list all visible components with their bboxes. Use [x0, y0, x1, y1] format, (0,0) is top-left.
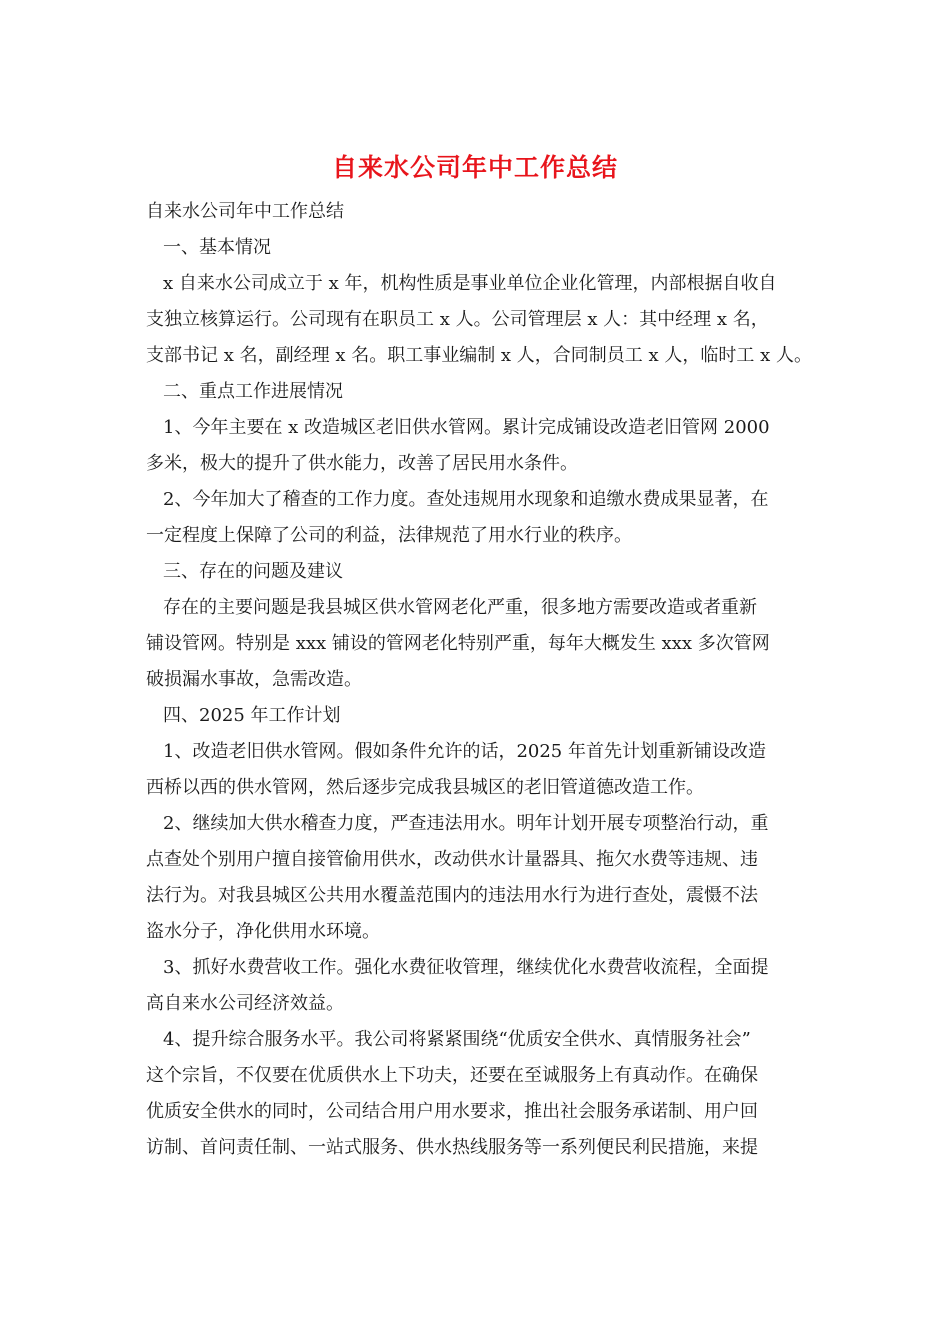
document-body [146, 194, 814, 1166]
text-line: 三、存在的问题及建议 [163, 561, 343, 582]
text-line: 法行为。对我县城区公共用水覆盖范围内的违法用水行为进行查处，震慑不法 [146, 885, 758, 906]
text-line: 自来水公司年中工作总结 [146, 201, 344, 222]
text-line: 铺设管网。特别是 xxx 铺设的管网老化特别严重，每年大概发生 xxx 多次管网 [146, 633, 770, 654]
text-line: 4、提升综合服务水平。我公司将紧紧围绕“优质安全供水、真情服务社会” [163, 1029, 751, 1050]
text-line: 西桥以西的供水管网，然后逐步完成我县城区的老旧管道德改造工作。 [146, 777, 704, 798]
text-line: 3、抓好水费营收工作。强化水费征收管理，继续优化水费营收流程，全面提 [163, 957, 769, 978]
text-line: 支部书记 x 名，副经理 x 名。职工事业编制 x 人，合同制员工 x 人，临时工 x 人。 [146, 345, 812, 366]
text-line: 四、2025 年工作计划 [163, 705, 341, 726]
text-line: 高自来水公司经济效益。 [146, 993, 344, 1014]
text-line: 2、继续加大供水稽查力度，严查违法用水。明年计划开展专项整治行动，重 [163, 813, 769, 834]
text-line: 盗水分子，净化供用水环境。 [146, 921, 380, 942]
text-line: 存在的主要问题是我县城区供水管网老化严重，很多地方需要改造或者重新 [163, 597, 757, 618]
text-line: 二、重点工作进展情况 [163, 381, 343, 402]
text-line: 1、今年主要在 x 改造城区老旧供水管网。累计完成铺设改造老旧管网 2000 [163, 417, 770, 438]
text-line: 这个宗旨，不仅要在优质供水上下功夫，还要在至诚服务上有真动作。在确保 [146, 1065, 758, 1086]
text-line: 2、今年加大了稽查的工作力度。查处违规用水现象和追缴水费成果显著，在 [163, 489, 769, 510]
text-line: 点查处个别用户擅自接管偷用供水，改动供水计量器具、拖欠水费等违规、违 [146, 849, 758, 870]
text-line: 一定程度上保障了公司的利益，法律规范了用水行业的秩序。 [146, 525, 632, 546]
text-line: 支独立核算运行。公司现有在职员工 x 人。公司管理层 x 人：其中经理 x 名， [146, 309, 769, 330]
text-line: x 自来水公司成立于 x 年，机构性质是事业单位企业化管理，内部根据自收自 [163, 273, 777, 294]
text-line: 多米，极大的提升了供水能力，改善了居民用水条件。 [146, 453, 578, 474]
text-line: 优质安全供水的同时，公司结合用户用水要求，推出社会服务承诺制、用户回 [146, 1101, 758, 1122]
text-line: 破损漏水事故，急需改造。 [146, 669, 362, 690]
text-line: 访制、首问责任制、一站式服务、供水热线服务等一系列便民利民措施，来提 [146, 1137, 758, 1158]
text-line: 一、基本情况 [163, 237, 271, 258]
document-title: 自来水公司年中工作总结 [331, 153, 618, 182]
text-line: 1、改造老旧供水管网。假如条件允许的话，2025 年首先计划重新铺设改造 [163, 741, 766, 762]
